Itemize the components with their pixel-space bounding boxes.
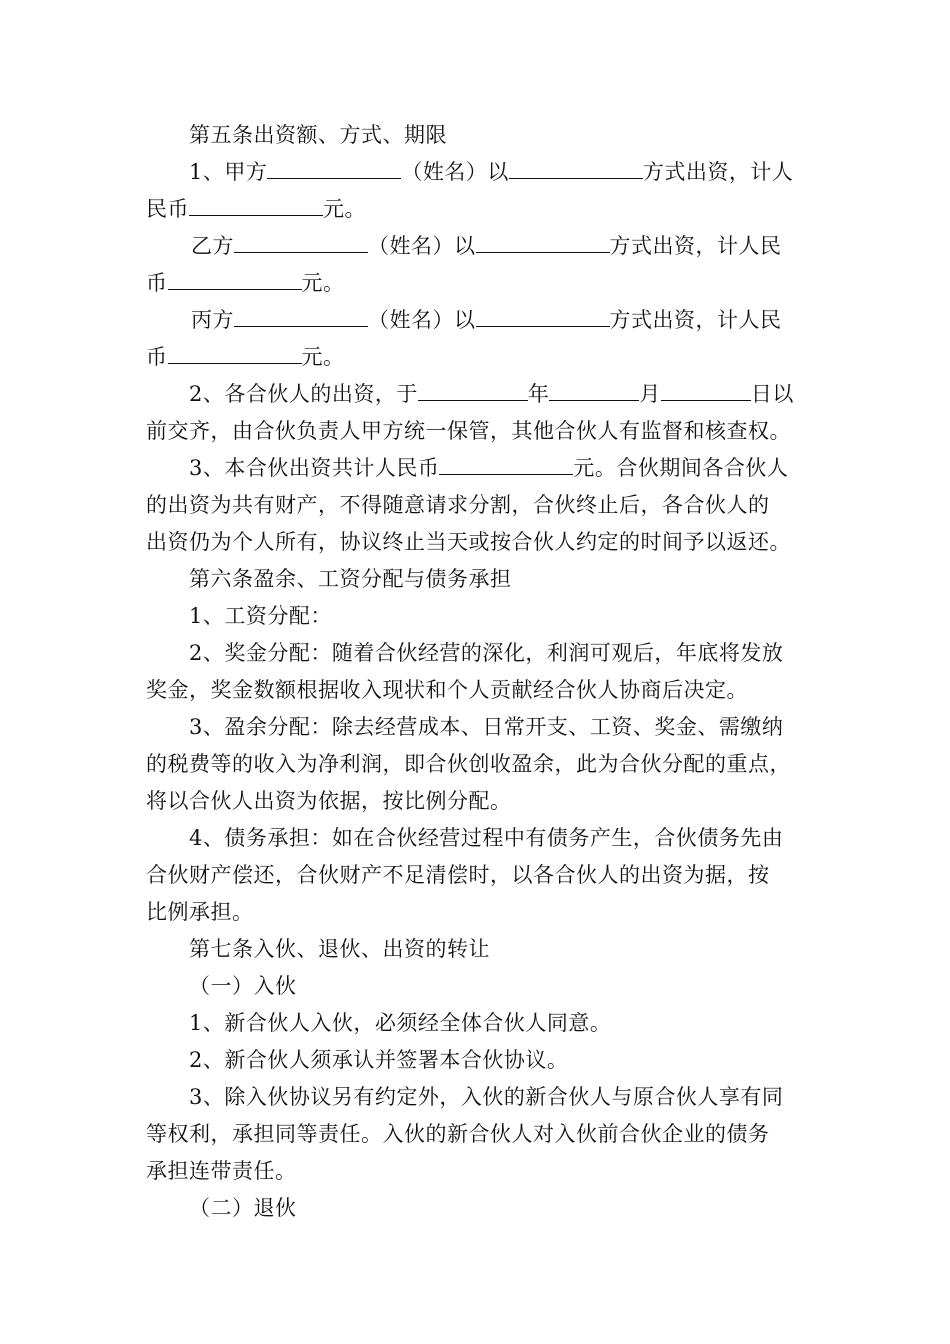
- text: 3、本合伙出资共计人民币: [189, 456, 440, 480]
- clause-3-line-2: 的出资为共有财产，不得随意请求分割，合伙终止后，各合伙人的: [146, 493, 770, 517]
- admission-clause-3-line-2: 等权利，承担同等责任。入伙的新合伙人对入伙前合伙企业的债务: [146, 1122, 770, 1146]
- bonus-distribution-line-1: 2、奖金分配：随着合伙经营的深化，利润可观后，年底将发放: [189, 641, 784, 665]
- admission-clause-3-line-3: 承担连带责任。: [146, 1159, 297, 1183]
- debt-bearing-line-3: 比例承担。: [146, 900, 254, 924]
- method-blank[interactable]: [509, 158, 643, 179]
- text: 月: [639, 382, 661, 406]
- text: 民币: [146, 197, 189, 221]
- text: （姓名）以: [368, 234, 476, 258]
- article-6-heading: 第六条盈余、工资分配与债务承担: [189, 567, 512, 591]
- year-blank[interactable]: [418, 380, 528, 401]
- section-withdrawal-heading: （二）退伙: [189, 1196, 297, 1220]
- text: （姓名）以: [401, 160, 509, 184]
- clause-party-b-line-1: [191, 228, 806, 265]
- name-blank[interactable]: [234, 306, 368, 327]
- clause-party-c-line-2: [146, 339, 806, 376]
- text: 币: [146, 345, 168, 369]
- text: 元。: [301, 271, 345, 295]
- debt-bearing-line-2: 合伙财产偿还，合伙财产不足清偿时，以各合伙人的出资为据，按: [146, 863, 770, 887]
- clause-2-line-2: 前交齐，由合伙负责人甲方统一保管，其他合伙人有监督和核查权。: [146, 419, 791, 443]
- text: 方式出资，计人: [642, 160, 794, 184]
- clause-3-line-3: 出资仍为个人所有，协议终止当天或按合伙人约定的时间予以返还。: [146, 530, 791, 554]
- section-admission-heading: （一）入伙: [189, 974, 297, 998]
- clause-2-line-1: [189, 376, 806, 413]
- text: 币: [146, 271, 168, 295]
- amount-blank[interactable]: [189, 195, 323, 216]
- surplus-distribution-line-3: 将以合伙人出资为依据，按比例分配。: [146, 789, 512, 813]
- clause-party-a-line-2: [146, 191, 806, 228]
- article-5-heading: 第五条出资额、方式、期限: [189, 123, 447, 147]
- text: （姓名）以: [368, 308, 476, 332]
- clause-party-b-line-2: [146, 265, 806, 302]
- text: 乙方: [191, 234, 234, 258]
- text: 2、各合伙人的出资，于: [189, 382, 418, 406]
- text: 丙方: [191, 308, 234, 332]
- name-blank[interactable]: [234, 232, 368, 253]
- text: 日以: [750, 382, 794, 406]
- clause-3-line-1: [189, 450, 806, 487]
- debt-bearing-line-1: 4、债务承担：如在合伙经营过程中有债务产生，合伙债务先由: [189, 826, 784, 850]
- text: 元。合伙期间各合伙人: [573, 456, 789, 480]
- name-blank[interactable]: [267, 158, 401, 179]
- article-7-heading: 第七条入伙、退伙、出资的转让: [189, 937, 490, 961]
- total-amount-blank[interactable]: [439, 454, 573, 475]
- text: 1、甲方: [189, 160, 268, 184]
- surplus-distribution-line-1: 3、盈余分配：除去经营成本、日常开支、工资、奖金、需缴纳: [189, 715, 784, 739]
- day-blank[interactable]: [661, 380, 751, 401]
- admission-clause-3-line-1: 3、除入伙协议另有约定外，入伙的新合伙人与原合伙人享有同: [189, 1085, 784, 1109]
- bonus-distribution-line-2: 奖金，奖金数额根据收入现状和个人贡献经合伙人协商后决定。: [146, 678, 748, 702]
- clause-party-a-line-1: [189, 154, 806, 191]
- text: 元。: [323, 197, 366, 221]
- admission-clause-1: 1、新合伙人入伙，必须经全体合伙人同意。: [189, 1011, 612, 1035]
- text: 方式出资，计人民: [609, 234, 782, 258]
- text: 年: [527, 382, 550, 406]
- admission-clause-2: 2、新合伙人须承认并签署本合伙协议。: [189, 1048, 569, 1072]
- text: 元。: [301, 345, 345, 369]
- method-blank[interactable]: [476, 306, 610, 327]
- text: 方式出资，计人民: [609, 308, 782, 332]
- salary-distribution: 1、工资分配：: [189, 604, 332, 628]
- amount-blank[interactable]: [168, 269, 302, 290]
- method-blank[interactable]: [476, 232, 610, 253]
- amount-blank[interactable]: [168, 343, 302, 364]
- surplus-distribution-line-2: 的税费等的收入为净利润，即合伙创收盈余，此为合伙分配的重点，: [146, 752, 791, 776]
- month-blank[interactable]: [549, 380, 639, 401]
- clause-party-c-line-1: [191, 302, 806, 339]
